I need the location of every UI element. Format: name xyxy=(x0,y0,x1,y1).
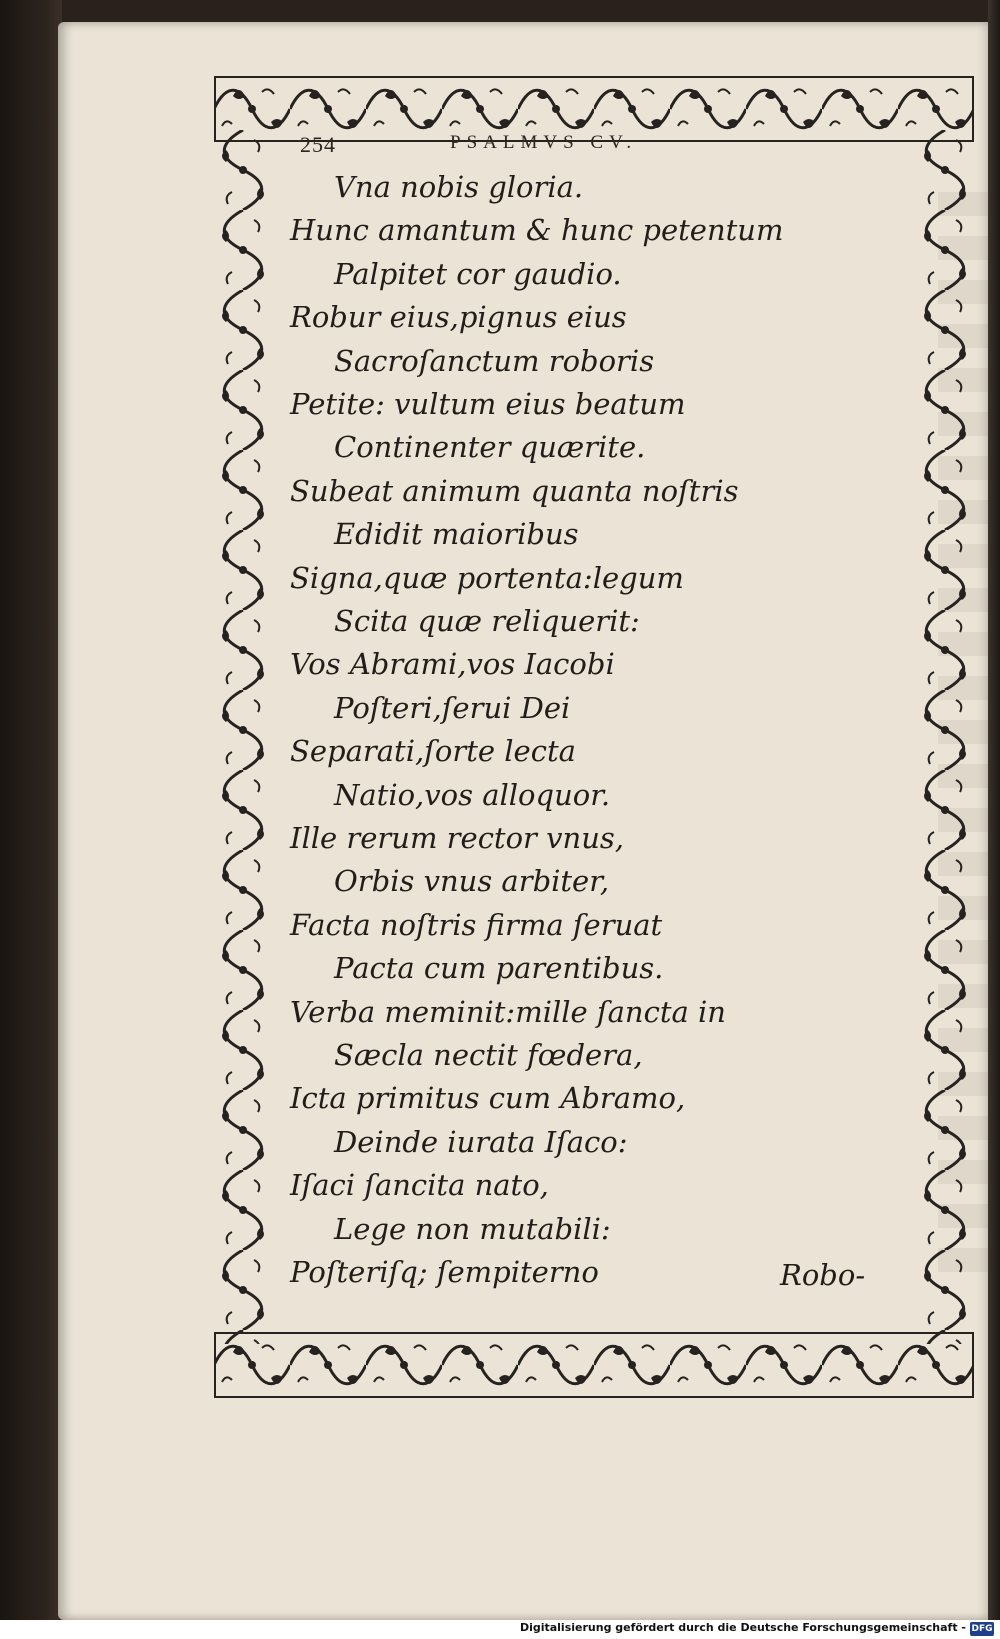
verse-line: Facta noſtris firma ſeruat xyxy=(290,907,663,942)
book-cover-edge xyxy=(0,0,62,1639)
verse-line: Hunc amantum & hunc petentum xyxy=(290,213,784,248)
verse-line: Verba meminit:mille ſancta in xyxy=(290,994,726,1029)
verse-line: Subeat animum quanta noſtris xyxy=(290,473,739,508)
verse-line: Signa,quæ portenta:legum xyxy=(290,560,684,595)
verse-line: Ille rerum rector vnus, xyxy=(290,821,624,855)
verse-line: Vna nobis gloria. xyxy=(334,170,584,204)
verse-line: Sæcla nectit fœdera, xyxy=(334,1038,643,1072)
border-ornament-left xyxy=(214,130,272,1344)
verse-line: Natio,vos alloquor. xyxy=(334,777,611,812)
digitization-footer xyxy=(0,1620,1000,1639)
verse-line: Edidit maioribus xyxy=(334,517,579,552)
verse-line: Sacroſanctum roboris xyxy=(334,343,655,378)
verse-line: Poſteri,ſerui Dei xyxy=(334,690,571,725)
verse-line: Continenter quærite. xyxy=(334,430,646,465)
footer-credit: Digitalisierung gefördert durch die Deutsche Forschungsgemeinschaft - xyxy=(519,1621,966,1634)
verse-line: Scita quæ reliquerit: xyxy=(334,604,640,638)
border-ornament-right xyxy=(916,130,974,1344)
catchword: Robo- xyxy=(780,1258,866,1292)
verse-line: Orbis vnus arbiter, xyxy=(334,864,610,899)
verse-line: Pacta cum parentibus. xyxy=(334,951,664,986)
verse-line: Robur eius,pignus eius xyxy=(290,300,627,335)
verse-line: Palpitet cor gaudio. xyxy=(334,256,622,291)
verse-line: Petite: vultum eius beatum xyxy=(290,387,686,421)
running-title: PSALMVS CV. xyxy=(450,132,638,153)
verse-line: Iſaci ſancita nato, xyxy=(290,1168,549,1203)
page-number: 254 xyxy=(300,132,336,157)
verse-line: Vos Abrami,vos Iacobi xyxy=(290,647,615,682)
running-head xyxy=(300,132,730,160)
verse-line: Poſteriſq; ſempiterno xyxy=(290,1255,599,1289)
border-ornament-bottom xyxy=(214,1332,974,1398)
verse-line: Deinde iurata Iſaco: xyxy=(334,1124,628,1159)
verse-line: Separati,ſorte lecta xyxy=(290,734,576,769)
verse-line: Icta primitus cum Abramo, xyxy=(290,1081,686,1116)
right-page-edge xyxy=(988,0,1000,1639)
dfg-logo: DFG xyxy=(971,1624,993,1634)
verse-line: Lege non mutabili: xyxy=(334,1211,611,1246)
